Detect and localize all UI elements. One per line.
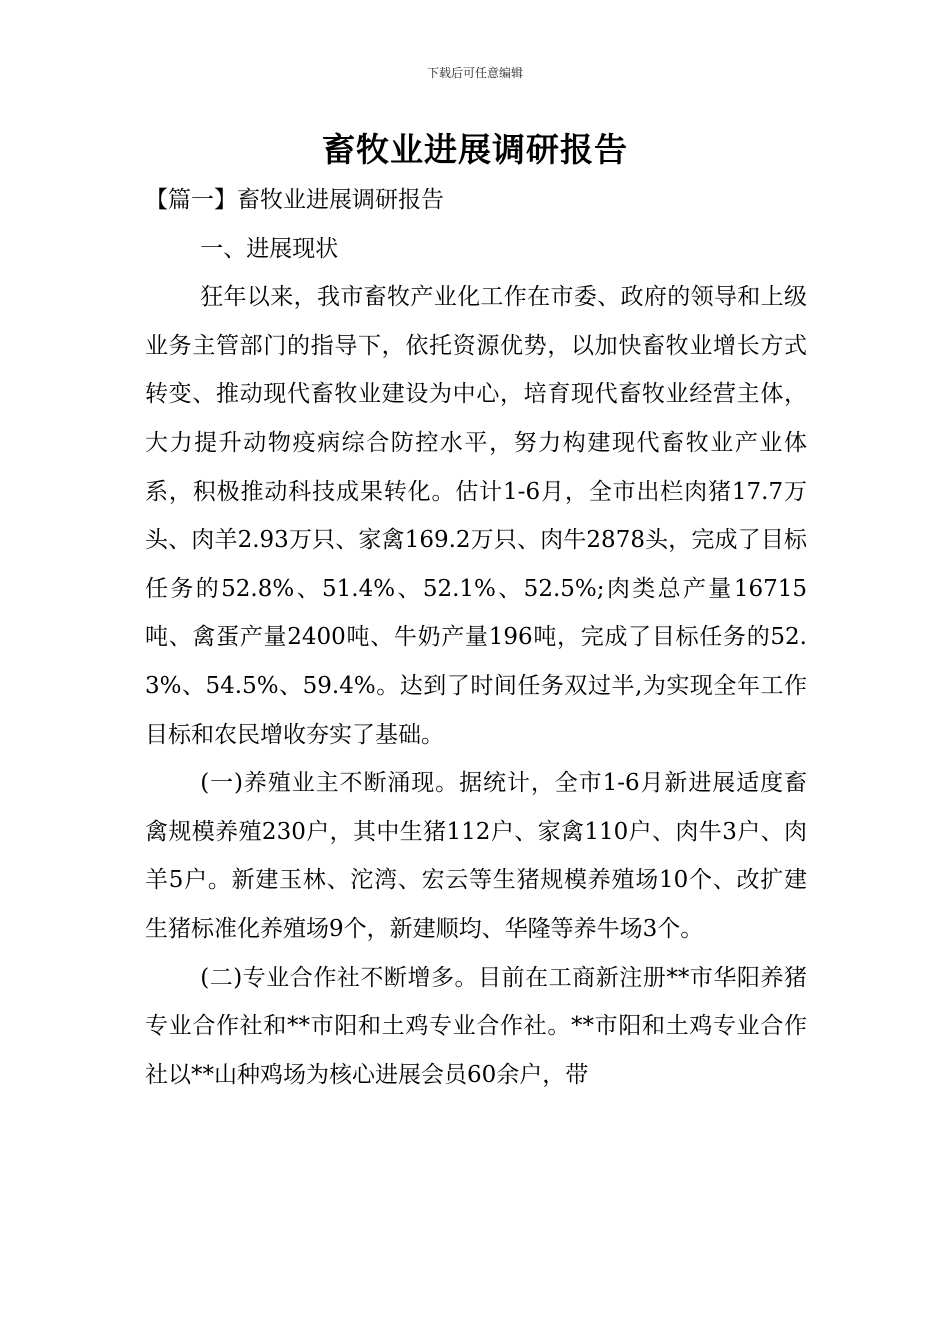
document-title: 畜牧业进展调研报告 <box>322 130 628 169</box>
document-body <box>145 176 807 1099</box>
header-note: 下载后可任意编辑 <box>426 66 523 80</box>
section-title: 【篇一】畜牧业进展调研报告 <box>145 187 444 213</box>
paragraph-breeders: (一)养殖业主不断涌现。据统计，全市1-6月新进展适度畜禽规模养殖230户，其中生猪112户、家禽110户、肉牛3户、肉羊5户。新建玉林、沱湾、宏云等生猪规模养殖场10个、改扩建生猪标准化养殖场9个，新建顺均、华隆等养牛场3个。 <box>145 770 807 942</box>
paragraph-cooperatives: (二)专业合作社不断增多。目前在工商新注册**市华阳养猪专业合作社和**市阳和土鸡专业合作社。**市阳和土鸡专业合作社以**山种鸡场为核心进展会员60余户，带 <box>145 964 807 1088</box>
paragraph-overview: 狂年以来，我市畜牧产业化工作在市委、政府的领导和上级业务主管部门的指导下，依托资源优势，以加快畜牧业增长方式转变、推动现代畜牧业建设为中心，培育现代畜牧业经营主体，大力提升动物疫病综合防控水平，努力构建现代畜牧业产业体系，积极推动科技成果转化。估计1-6月，全市出栏肉猪17.7万头、肉羊2.93万只、家禽169.2万只、肉牛2878头，完成了目标任务的52.8%、51.4%、52.1%、52.5%;肉类总产量16715吨、禽蛋产量2400吨、牛奶产量196吨，完成了目标任务的52.3%、54.5%、59.4%。达到了时间任务双过半,为实现全年工作目标和农民增收夯实了基础。 <box>145 284 807 748</box>
heading-progress-status: 一、进展现状 <box>200 235 339 262</box>
